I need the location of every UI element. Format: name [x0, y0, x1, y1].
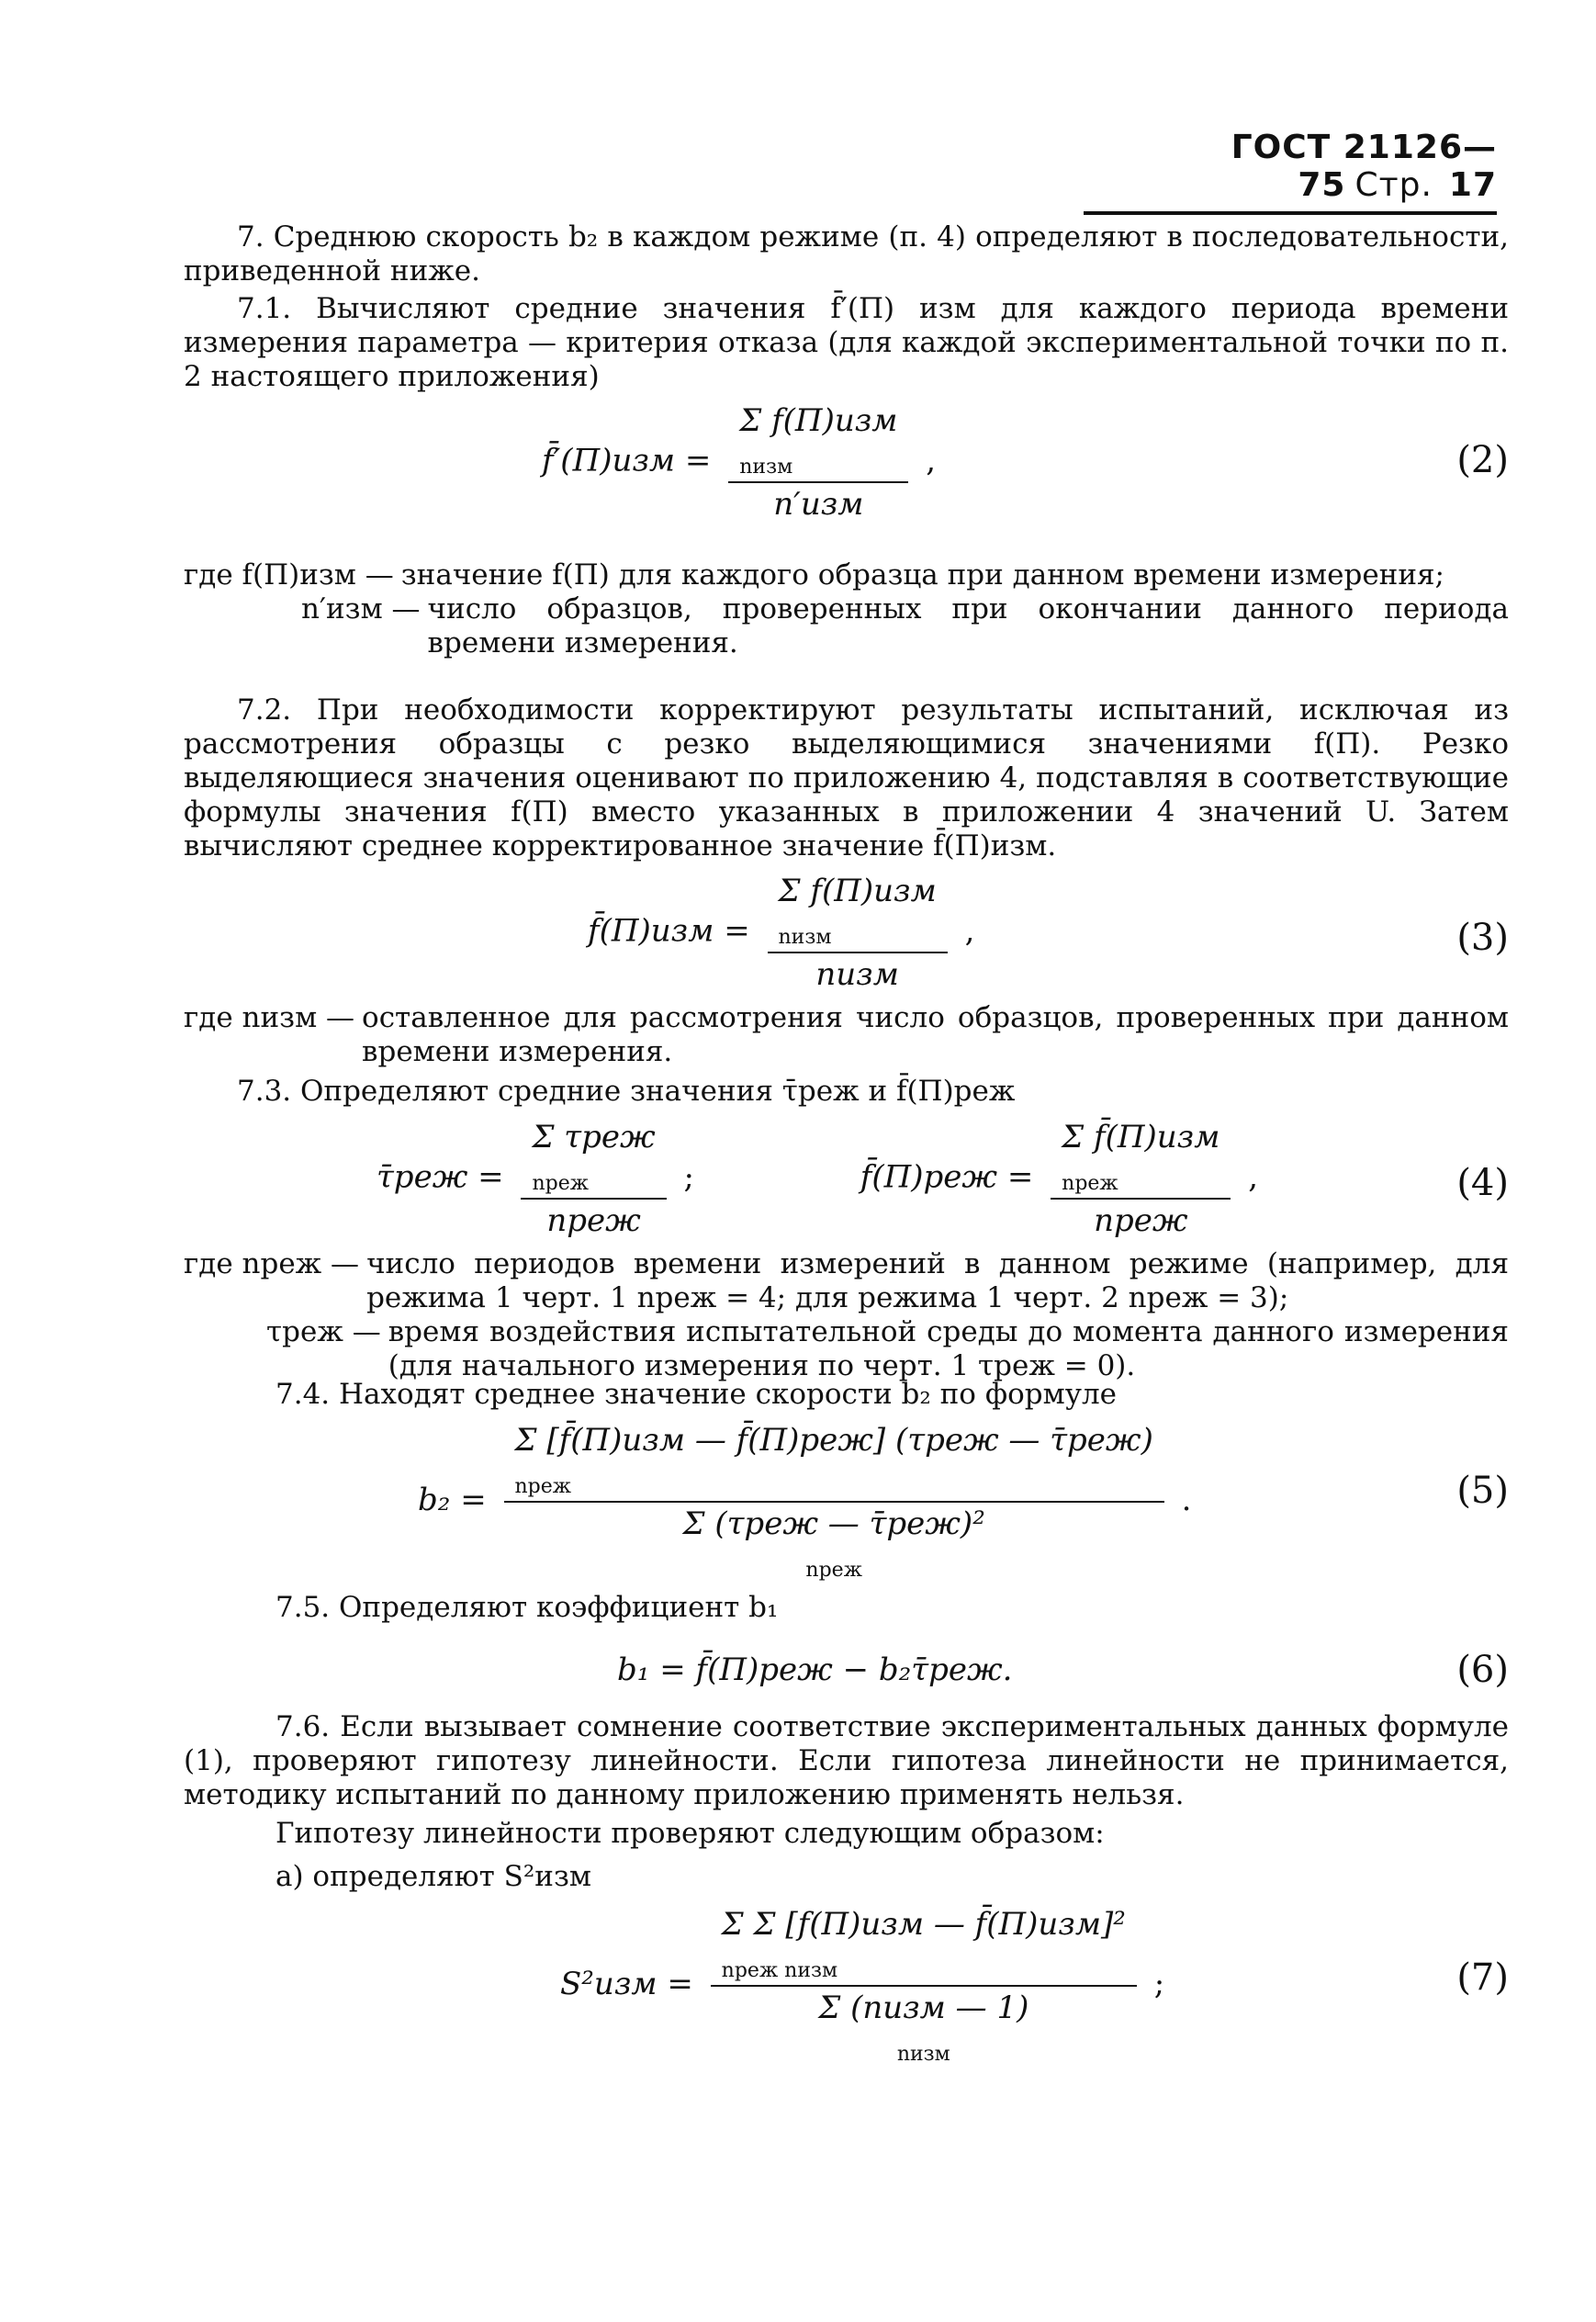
definition-term: τреж —: [266, 1315, 381, 1348]
equation-3-num-text: Σ f(П)изм: [778, 873, 937, 909]
definitions-2: [184, 558, 1509, 660]
paragraph-a: [275, 1860, 1509, 1894]
equation-7-fraction: [711, 1906, 1137, 2066]
equation-4-denominator-2: nреж: [1051, 1198, 1231, 1239]
equation-5-number: (5): [1456, 1470, 1509, 1512]
paragraph-7-6: [184, 1710, 1509, 1812]
equation-4-fraction-2: [1051, 1119, 1231, 1239]
paragraph-7-1: [184, 292, 1509, 394]
equation-4-lhs-2: f̄(П)реж =: [860, 1158, 1034, 1196]
definition-row: [184, 1247, 1509, 1315]
equation-7: [560, 1906, 1164, 2066]
equation-7-num-text: Σ Σ [f(П)изм — f̄(П)изм]²: [721, 1906, 1126, 1943]
paragraph-hypothesis-text: Гипотезу линейности проверяют следующим образом:: [275, 1817, 1105, 1850]
definition-row: [184, 1315, 1509, 1383]
equation-5: [418, 1422, 1191, 1582]
definitions-4: [184, 1247, 1509, 1383]
equation-4-number: (4): [1456, 1162, 1509, 1204]
equation-7-den-sub: nизм: [896, 2043, 950, 2066]
equation-4: [377, 1119, 1258, 1239]
equation-2-num-text: Σ f(П)изм: [739, 402, 898, 439]
equation-4-fraction-1: [521, 1119, 666, 1239]
definition-row: [184, 558, 1509, 592]
page-header: [1084, 129, 1497, 215]
equation-7-denominator: [711, 1985, 1137, 2066]
definition-term: n′изм —: [301, 592, 421, 626]
equation-2-num-sub: nизм: [739, 456, 793, 479]
definition-row: [184, 592, 1509, 660]
paragraph-7-4: [184, 1378, 1509, 1412]
equation-5-numerator: [504, 1422, 1164, 1501]
equation-4-numerator-1: [521, 1119, 666, 1198]
paragraph-a-text: а) определяют S²изм: [275, 1860, 591, 1893]
equation-2-fraction: [728, 402, 908, 523]
equation-2-denominator: n′изм: [728, 481, 908, 523]
equation-2: [542, 402, 936, 523]
equation-4-separator: ;: [683, 1158, 694, 1196]
paragraph-7-text: 7. Среднюю скорость b₂ в каждом режиме (п. 4) определяют в последовательности, приведенной ниже.: [184, 220, 1509, 287]
equation-3-denominator: nизм: [768, 952, 948, 993]
equation-3-num-sub: nизм: [778, 926, 832, 949]
equation-2-lhs: f̄′(П)изм =: [542, 442, 712, 479]
paragraph-7-1-text: 7.1. Вычисляют средние значения f̄′(П) изм для каждого периода времени измерения параметра — критерия отказа (для каждой экспериментальной точки по п. 2 настоящего приложения): [184, 292, 1509, 393]
equation-5-lhs: b₂ =: [418, 1482, 487, 1518]
equation-5-denominator: [504, 1501, 1164, 1582]
paragraph-7-3: [184, 1075, 1509, 1109]
definitions-3: [184, 1001, 1509, 1069]
equation-3: [588, 873, 974, 993]
equation-4-lhs-1: τ̄реж =: [377, 1158, 504, 1196]
equation-4-numerator-2: [1051, 1119, 1231, 1198]
definition-row: [184, 1001, 1509, 1069]
equation-2-numerator: [728, 402, 908, 481]
definition-text: время воздействия испытательной среды до момента данного измерения (для начального измерения по черт. 1 τреж = 0).: [388, 1315, 1509, 1382]
equation-7-trail: ;: [1153, 1966, 1165, 2002]
equation-7-number: (7): [1456, 1956, 1509, 1999]
equation-3-fraction: [768, 873, 948, 993]
equation-4-num1-sub: nреж: [532, 1172, 589, 1195]
definition-term: где nреж —: [184, 1247, 360, 1280]
paragraph-7-6-text: 7.6. Если вызывает сомнение соответствие экспериментальных данных формуле (1), проверяют гипотезу линейности. Если гипотеза линейности не принимается, методику испытаний по данному приложению применять нельзя.: [184, 1710, 1509, 1811]
paragraph-7-5: [184, 1591, 1509, 1625]
paragraph-7-2: [184, 693, 1509, 863]
equation-3-numerator: [768, 873, 948, 952]
paragraph-7-5-text: 7.5. Определяют коэффициент b₁: [275, 1591, 779, 1624]
page-label: Стр.: [1354, 166, 1433, 204]
equation-2-number: (2): [1456, 439, 1509, 481]
equation-6: [617, 1651, 1012, 1688]
paragraph-7-2-text: 7.2. При необходимости корректируют результаты испытаний, исключая из рассмотрения образцы с резко выделяющимися значениями f(П). Резко выделяющиеся значения оценивают по приложению 4, подставляя в соответствующие формулы значения f(П) вместо указанных в приложении 4 значений U. Затем вычисляют среднее корректированное значение f̄(П)изм.: [184, 693, 1509, 862]
paragraph-7-4-text: 7.4. Находят среднее значение скорости b₂ по формуле: [275, 1378, 1117, 1411]
equation-7-den-text: Σ (nизм — 1): [818, 1989, 1029, 2026]
paragraph-7: [184, 220, 1509, 288]
equation-7-numerator: [711, 1906, 1137, 1985]
equation-5-fraction: [504, 1422, 1164, 1582]
definition-term: где f(П)изм —: [184, 558, 394, 592]
equation-4-trail: ,: [1248, 1158, 1259, 1196]
page-number: 17: [1448, 166, 1497, 204]
equation-6-number: (6): [1456, 1649, 1509, 1691]
document-code: ГОСТ 21126—75: [1231, 129, 1497, 204]
equation-5-den-text: Σ (τреж — τ̄реж)²: [682, 1505, 985, 1542]
definition-text: число образцов, проверенных при окончании данного периода времени измерения.: [427, 592, 1509, 659]
equation-2-trail: ,: [926, 442, 937, 479]
equation-3-number: (3): [1456, 917, 1509, 959]
definition-text: значение f(П) для каждого образца при данном времени измерения;: [400, 558, 1445, 592]
equation-5-num-sub: nреж: [514, 1475, 572, 1498]
definition-text: оставленное для рассмотрения число образцов, проверенных при данном времени измерения.: [362, 1001, 1509, 1068]
equation-3-lhs: f̄(П)изм =: [588, 912, 750, 950]
equation-4-num2-sub: nреж: [1062, 1172, 1118, 1195]
paragraph-7-3-text: 7.3. Определяют средние значения τ̄реж и f̄(П)реж: [237, 1075, 1016, 1108]
equation-5-trail: .: [1181, 1482, 1192, 1518]
equation-5-num-text: Σ [f̄(П)изм — f̄(П)реж] (τреж — τ̄реж): [514, 1422, 1153, 1459]
equation-4-num2-text: Σ f̄(П)изм: [1062, 1119, 1220, 1155]
equation-3-trail: ,: [964, 912, 975, 950]
definition-text: число периодов времени измерений в данном режиме (например, для режима 1 черт. 1 nреж = 4; для режима 1 черт. 2 nреж = 3);: [366, 1247, 1509, 1314]
definition-term: где nизм —: [184, 1001, 355, 1034]
equation-6-expression: b₁ = f̄(П)реж − b₂τ̄реж.: [617, 1651, 1013, 1688]
equation-7-num-sub: nреж nизм: [721, 1959, 838, 1982]
paragraph-hypothesis: [275, 1817, 1509, 1851]
equation-4-num1-text: Σ τреж: [532, 1119, 656, 1155]
equation-5-den-sub: nреж: [805, 1559, 862, 1582]
equation-4-denominator-1: nреж: [521, 1198, 666, 1239]
equation-7-lhs: S²изм =: [560, 1966, 693, 2002]
